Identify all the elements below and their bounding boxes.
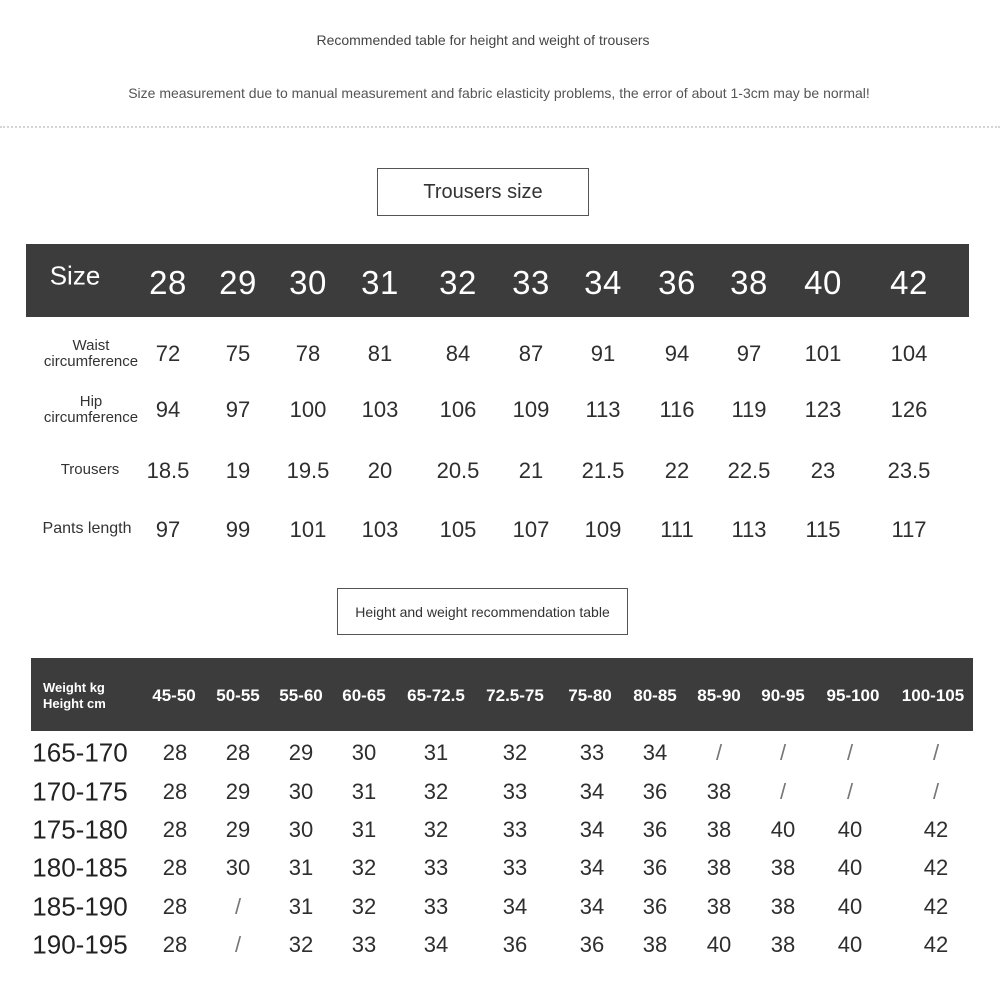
- table-cell: 94: [155, 397, 181, 422]
- recommendation-cell: 31: [423, 740, 449, 765]
- recommendation-cell: 40: [837, 817, 863, 842]
- table-cell: 97: [225, 397, 251, 422]
- recommendation-cell: 30: [288, 779, 314, 804]
- recommendation-cell: 34: [502, 894, 528, 919]
- recommendation-cell: 40: [837, 855, 863, 880]
- recommendation-cell: 38: [706, 779, 732, 804]
- table-cell: 19.5: [286, 458, 330, 483]
- table-cell: 126: [890, 397, 928, 422]
- table-cell: 104: [890, 341, 928, 366]
- table-cell: 20: [367, 458, 393, 483]
- recommendation-cell: 38: [642, 932, 668, 957]
- row-label: Waist: [72, 337, 110, 354]
- recommendation-cell: 33: [423, 855, 449, 880]
- weight-header: 90-95: [761, 686, 805, 705]
- table-cell: 22.5: [727, 458, 771, 483]
- recommendation-cell: 33: [351, 932, 377, 957]
- recommendation-cell: 38: [770, 932, 796, 957]
- recommendation-cell: 38: [706, 855, 732, 880]
- recommendation-cell: 38: [706, 894, 732, 919]
- row-label: circumference: [43, 353, 139, 370]
- height-label: 190-195: [32, 929, 128, 960]
- page-title: Recommended table for height and weight of trousers: [316, 32, 650, 48]
- table-cell: 75: [225, 341, 251, 366]
- table-cell: 103: [361, 397, 399, 422]
- table-cell: 97: [736, 341, 762, 366]
- recommendation-cell: 40: [837, 894, 863, 919]
- row-label: Hip: [79, 393, 103, 410]
- table-cell: 115: [805, 517, 841, 542]
- recommendation-cell: 28: [162, 932, 188, 957]
- weight-header: 100-105: [901, 686, 965, 705]
- recommendation-cell: 38: [770, 894, 796, 919]
- recommendation-cell: 32: [502, 740, 528, 765]
- recommendation-cell: 36: [642, 855, 668, 880]
- recommendation-cell: /: [715, 740, 723, 765]
- table-cell: 97: [155, 517, 181, 542]
- recommendation-cell: 32: [351, 855, 377, 880]
- recommendation-cell: 28: [162, 894, 188, 919]
- weight-header: 95-100: [826, 686, 880, 705]
- recommendation-cell: 33: [579, 740, 605, 765]
- recommendation-cell: 33: [502, 779, 528, 804]
- table-cell: 107: [512, 517, 550, 542]
- recommendation-cell: 31: [288, 894, 314, 919]
- recommendation-cell: 28: [162, 855, 188, 880]
- recommendation-cell: 29: [288, 740, 314, 765]
- table-cell: 22: [664, 458, 690, 483]
- height-label: 180-185: [32, 852, 128, 883]
- table-cell: 23: [810, 458, 836, 483]
- recommendation-cell: 30: [288, 817, 314, 842]
- size-header-label: Size: [49, 260, 101, 291]
- table-cell: 119: [731, 397, 767, 422]
- recommendation-cell: /: [779, 779, 787, 804]
- recommendation-cell: 42: [923, 894, 949, 919]
- table-cell: 109: [512, 397, 550, 422]
- recommendation-cell: 32: [423, 779, 449, 804]
- weight-header: 72.5-75: [486, 686, 544, 705]
- table-cell: 116: [659, 397, 695, 422]
- recommendation-cell: 38: [770, 855, 796, 880]
- recommendation-cell: 33: [502, 817, 528, 842]
- recommendation-cell: 40: [706, 932, 732, 957]
- recommendation-cell: 42: [923, 932, 949, 957]
- recommendation-cell: /: [846, 779, 854, 804]
- recommendation-cell: 33: [423, 894, 449, 919]
- recommendation-cell: 42: [923, 817, 949, 842]
- row-label: Trousers: [60, 461, 120, 478]
- weight-header: 50-55: [216, 686, 260, 705]
- table-cell: 105: [439, 517, 477, 542]
- recommendation-cell: 29: [225, 817, 251, 842]
- recommendation-cell: 40: [770, 817, 796, 842]
- table-cell: 113: [731, 517, 767, 542]
- table-cell: 81: [367, 341, 393, 366]
- weight-header: 60-65: [342, 686, 386, 705]
- recommendation-cell: 36: [642, 779, 668, 804]
- corner-label: Height cm: [43, 696, 106, 711]
- recommendation-cell: 28: [225, 740, 251, 765]
- recommendation-cell: 30: [351, 740, 377, 765]
- table-cell: 99: [225, 517, 251, 542]
- recommendation-cell: 36: [642, 894, 668, 919]
- recommendation-cell: /: [932, 740, 940, 765]
- weight-header: 80-85: [633, 686, 677, 705]
- table-cell: 19: [225, 458, 251, 483]
- height-label: 185-190: [32, 891, 128, 922]
- table-cell: 103: [361, 517, 399, 542]
- size-header-28: 28: [149, 264, 187, 301]
- table-cell: 23.5: [887, 458, 931, 483]
- table-cell: 101: [804, 341, 842, 366]
- recommendation-cell: 32: [351, 894, 377, 919]
- recommendation-cell: 32: [288, 932, 314, 957]
- recommendation-cell: 31: [288, 855, 314, 880]
- weight-header: 75-80: [568, 686, 612, 705]
- size-header-31: 31: [361, 264, 399, 301]
- table-cell: 72: [155, 341, 181, 366]
- recommendation-cell: /: [846, 740, 854, 765]
- recommendation-cell: 28: [162, 740, 188, 765]
- table-cell: 123: [804, 397, 842, 422]
- table-cell: 21: [518, 458, 544, 483]
- recommendation-cell: 30: [225, 855, 251, 880]
- table-cell: 94: [664, 341, 690, 366]
- recommendation-cell: 29: [225, 779, 251, 804]
- recommendation-cell: 34: [642, 740, 668, 765]
- height-label: 165-170: [32, 737, 128, 768]
- recommendation-cell: 34: [579, 855, 605, 880]
- size-header-40: 40: [804, 264, 842, 301]
- size-header-29: 29: [219, 264, 257, 301]
- table-cell: 84: [445, 341, 471, 366]
- weight-header: 55-60: [279, 686, 323, 705]
- table-cell: 117: [891, 517, 927, 542]
- height-label: 170-175: [32, 776, 128, 807]
- recommendation-cell: 34: [579, 779, 605, 804]
- weight-header: 85-90: [697, 686, 741, 705]
- height-label: 175-180: [32, 814, 128, 845]
- recommendation-cell: 38: [706, 817, 732, 842]
- recommendation-cell: /: [234, 932, 242, 957]
- recommendation-cell: 36: [502, 932, 528, 957]
- recommendation-cell: /: [779, 740, 787, 765]
- size-header-36: 36: [658, 264, 696, 301]
- weight-header: 65-72.5: [407, 686, 465, 705]
- recommendation-cell: 40: [837, 932, 863, 957]
- recommendation-cell: 36: [642, 817, 668, 842]
- table-cell: 101: [289, 517, 327, 542]
- recommendation-cell: 36: [579, 932, 605, 957]
- table-cell: 111: [660, 517, 694, 542]
- recommendation-cell: 34: [423, 932, 449, 957]
- trousers-size-title: Trousers size: [377, 168, 589, 216]
- recommendation-cell: 28: [162, 779, 188, 804]
- weight-header: 45-50: [152, 686, 196, 705]
- table-cell: 21.5: [581, 458, 625, 483]
- table-cell: 78: [295, 341, 321, 366]
- recommendation-cell: 28: [162, 817, 188, 842]
- recommendation-cell: 33: [502, 855, 528, 880]
- size-header-38: 38: [730, 264, 768, 301]
- table-cell: 18.5: [146, 458, 190, 483]
- recommendation-cell: 34: [579, 817, 605, 842]
- recommendation-cell: 31: [351, 817, 377, 842]
- table-cell: 109: [584, 517, 622, 542]
- recommendation-cell: 31: [351, 779, 377, 804]
- recommendation-cell: /: [932, 779, 940, 804]
- size-header-30: 30: [289, 264, 327, 301]
- row-label: circumference: [43, 409, 139, 426]
- table-cell: 100: [289, 397, 327, 422]
- table-cell: 106: [439, 397, 477, 422]
- recommendation-cell: 32: [423, 817, 449, 842]
- table-cell: 87: [518, 341, 544, 366]
- recommendation-cell: 42: [923, 855, 949, 880]
- recommendation-title: Height and weight recommendation table: [337, 588, 628, 635]
- size-header-33: 33: [512, 264, 550, 301]
- corner-label: Weight kg: [43, 680, 105, 695]
- table-cell: 91: [590, 341, 616, 366]
- divider: [0, 126, 1000, 128]
- size-header-42: 42: [890, 264, 928, 301]
- measurement-note: Size measurement due to manual measurement and fabric elasticity problems, the error of about 1-3cm may be normal!: [128, 85, 870, 101]
- size-header-32: 32: [439, 264, 477, 301]
- table-cell: 20.5: [436, 458, 480, 483]
- row-label: Pants length: [42, 520, 132, 537]
- table-cell: 113: [585, 397, 621, 422]
- recommendation-cell: /: [234, 894, 242, 919]
- size-header-34: 34: [584, 264, 622, 301]
- recommendation-cell: 34: [579, 894, 605, 919]
